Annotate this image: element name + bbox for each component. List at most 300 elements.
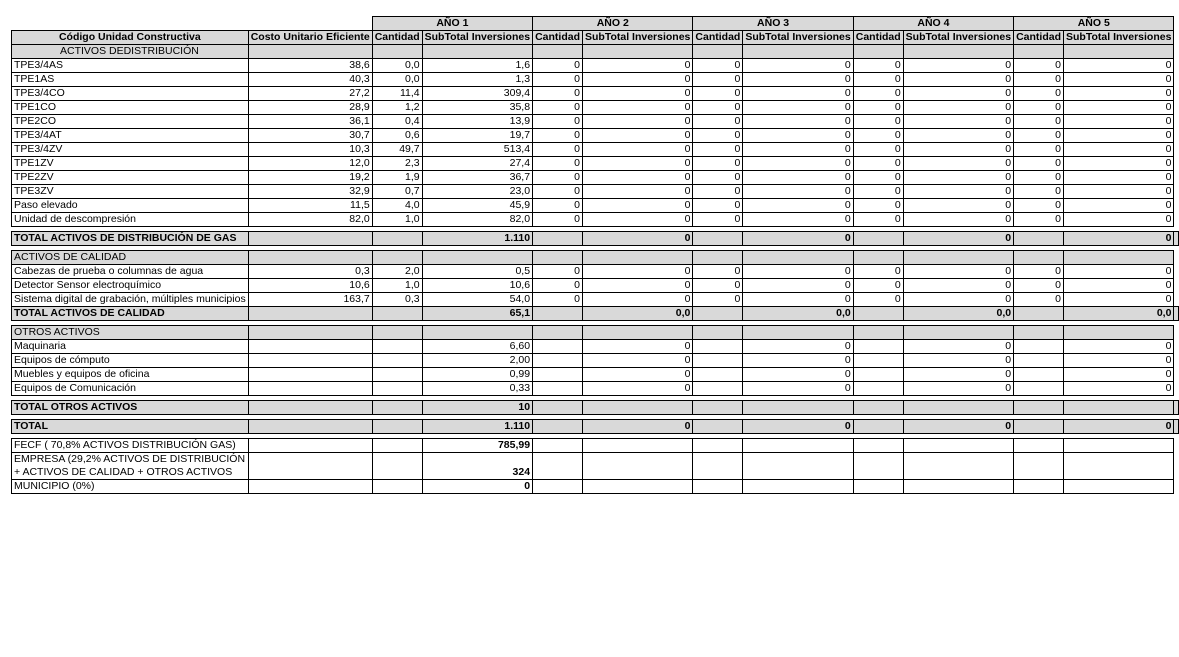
total-value: 0,0 [1064, 307, 1174, 321]
value-cell: 0 [903, 171, 1013, 185]
total-label: TOTAL [12, 420, 249, 434]
value-cell: 0 [693, 199, 743, 213]
value-cell: 0 [1014, 73, 1064, 87]
blank-cell [903, 453, 1013, 480]
blank-cell [1014, 420, 1064, 434]
value-cell: 0,33 [422, 382, 532, 396]
value-cell: 12,0 [248, 157, 372, 171]
value-cell: 0 [582, 157, 692, 171]
item-name: TPE3/4ZV [12, 143, 249, 157]
table-row [12, 199, 1179, 213]
value-cell: 28,9 [248, 101, 372, 115]
section-blank-cell [533, 45, 583, 59]
table-body [12, 45, 1179, 494]
value-cell: 0 [743, 157, 853, 171]
blank-cell [372, 368, 422, 382]
blank-cell [693, 439, 743, 453]
value-cell: 0 [693, 213, 743, 227]
value-cell: 0 [533, 185, 583, 199]
item-name: TPE1AS [12, 73, 249, 87]
blank-cell [1014, 232, 1064, 246]
value-cell: 0 [582, 115, 692, 129]
value-cell: 0 [853, 265, 903, 279]
value-cell: 11,5 [248, 199, 372, 213]
table-row [12, 171, 1179, 185]
blank-cell [533, 480, 583, 494]
value-cell: 0 [903, 143, 1013, 157]
value-cell: 0 [693, 279, 743, 293]
value-cell: 0 [533, 115, 583, 129]
blank-cell [693, 354, 743, 368]
subtotal-header: SubTotal Inversiones [1064, 31, 1174, 45]
year-3-header: AÑO 3 [693, 17, 853, 31]
value-cell: 0 [533, 265, 583, 279]
value-cell: 0 [1014, 87, 1064, 101]
value-cell: 0 [743, 129, 853, 143]
value-cell: 0 [743, 293, 853, 307]
value-cell: 0 [533, 279, 583, 293]
blank-cell [248, 420, 372, 434]
value-cell: 2,0 [372, 265, 422, 279]
cantidad-header: Cantidad [693, 31, 743, 45]
section-header-row [12, 251, 1179, 265]
split-row [12, 453, 1179, 480]
value-cell: 0 [533, 143, 583, 157]
blank-cell [1014, 439, 1064, 453]
item-name: Cabezas de prueba o columnas de agua [12, 265, 249, 279]
value-cell: 0 [693, 265, 743, 279]
subtotal-header: SubTotal Inversiones [582, 31, 692, 45]
blank-cell [853, 401, 903, 415]
section-title: ACTIVOS DEDISTRIBUCIÓN [12, 45, 249, 59]
total-value: 0 [582, 420, 692, 434]
value-cell: 0 [853, 157, 903, 171]
value-cell: 0 [1014, 213, 1064, 227]
value-cell: 4,0 [372, 199, 422, 213]
value-cell: 1,0 [372, 213, 422, 227]
blank-cell [693, 382, 743, 396]
value-cell: 0 [533, 157, 583, 171]
value-cell: 0 [903, 279, 1013, 293]
value-cell: 0 [743, 199, 853, 213]
total-label: TOTAL OTROS ACTIVOS [12, 401, 249, 415]
value-cell: 0 [853, 115, 903, 129]
total-row [12, 232, 1179, 246]
section-blank-cell [903, 45, 1013, 59]
value-cell: 2,3 [372, 157, 422, 171]
value-cell: 0 [533, 129, 583, 143]
value-cell: 0 [1064, 213, 1174, 227]
total-value: 0,0 [582, 307, 692, 321]
value-cell: 0 [1064, 382, 1174, 396]
value-cell: 45,9 [422, 199, 532, 213]
value-cell: 2,00 [422, 354, 532, 368]
value-cell: 0 [1064, 185, 1174, 199]
blank-cell [1014, 382, 1064, 396]
blank-cell [248, 382, 372, 396]
total-value: 0 [743, 232, 853, 246]
value-cell: 0 [1014, 185, 1064, 199]
blank-cell [582, 480, 692, 494]
value-cell: 0 [693, 185, 743, 199]
value-cell: 0 [903, 382, 1013, 396]
blank-cell [1174, 420, 1179, 434]
total-value: 0 [582, 232, 692, 246]
section-header-row [12, 326, 1179, 340]
blank-cell [693, 453, 743, 480]
section-blank-cell [693, 251, 743, 265]
column-header-row [12, 31, 1179, 45]
value-cell: 0 [582, 368, 692, 382]
blank-cell [743, 480, 853, 494]
value-cell: 0 [693, 157, 743, 171]
section-blank-cell [853, 326, 903, 340]
total-value: 0,0 [903, 307, 1013, 321]
value-cell: 0 [693, 73, 743, 87]
section-blank-cell [1014, 251, 1064, 265]
blank-cell [372, 354, 422, 368]
year-1-header: AÑO 1 [372, 17, 532, 31]
blank-cell [1014, 368, 1064, 382]
value-cell: 0 [903, 340, 1013, 354]
investment-table [11, 16, 1179, 494]
value-cell: 0 [1014, 143, 1064, 157]
value-cell: 0 [1064, 368, 1174, 382]
table-row [12, 73, 1179, 87]
blank-cell [372, 439, 422, 453]
section-blank-cell [743, 45, 853, 59]
blank-cell [533, 382, 583, 396]
blank-cell [853, 480, 903, 494]
blank-cell [1014, 354, 1064, 368]
value-cell: 0,7 [372, 185, 422, 199]
value-cell: 0 [1014, 199, 1064, 213]
value-cell: 0 [903, 185, 1013, 199]
section-blank-cell [853, 251, 903, 265]
value-cell: 32,9 [248, 185, 372, 199]
value-cell: 0 [853, 293, 903, 307]
blank-cell [853, 368, 903, 382]
blank-cell [248, 368, 372, 382]
value-cell: 0 [582, 265, 692, 279]
table-row [12, 101, 1179, 115]
blank-cell [853, 439, 903, 453]
blank-cell [1174, 401, 1179, 415]
value-cell: 0 [533, 213, 583, 227]
total-value: 0 [1064, 420, 1174, 434]
value-cell: 0 [853, 87, 903, 101]
value-cell: 0 [853, 279, 903, 293]
value-cell: 0 [533, 87, 583, 101]
blank-cell [372, 480, 422, 494]
value-cell: 0 [533, 59, 583, 73]
blank-cell [248, 401, 372, 415]
blank-cell [743, 453, 853, 480]
value-cell: 0 [853, 101, 903, 115]
value-cell: 0 [693, 87, 743, 101]
value-cell: 0 [903, 129, 1013, 143]
value-cell: 0 [853, 199, 903, 213]
item-name: TPE3/4CO [12, 87, 249, 101]
value-cell: 0 [582, 293, 692, 307]
value-cell: 82,0 [248, 213, 372, 227]
blank-cell [533, 453, 583, 480]
blank-cell [533, 340, 583, 354]
value-cell: 1,3 [422, 73, 532, 87]
cantidad-header: Cantidad [533, 31, 583, 45]
blank-cell [1064, 453, 1174, 480]
value-cell: 0 [1064, 73, 1174, 87]
section-title: ACTIVOS DE CALIDAD [12, 251, 249, 265]
total-value: 10 [422, 401, 532, 415]
blank-cell [853, 354, 903, 368]
total-row [12, 401, 1179, 415]
value-cell: 0 [1014, 115, 1064, 129]
table-row [12, 340, 1179, 354]
split-label: MUNICIPIO (0%) [12, 480, 249, 494]
value-cell: 0 [903, 115, 1013, 129]
value-cell: 0 [693, 171, 743, 185]
item-name: Equipos de cómputo [12, 354, 249, 368]
value-cell: 11,4 [372, 87, 422, 101]
blank-cell [693, 420, 743, 434]
value-cell: 163,7 [248, 293, 372, 307]
blank-cell [372, 340, 422, 354]
value-cell: 0 [743, 73, 853, 87]
item-name: TPE2ZV [12, 171, 249, 185]
table-row [12, 87, 1179, 101]
value-cell: 0 [903, 87, 1013, 101]
blank-cell [582, 439, 692, 453]
value-cell: 0 [903, 73, 1013, 87]
item-name: TPE1ZV [12, 157, 249, 171]
item-name: TPE3/4AS [12, 59, 249, 73]
value-cell: 0 [1014, 129, 1064, 143]
value-cell: 0 [1014, 171, 1064, 185]
value-cell: 0 [1064, 157, 1174, 171]
value-cell: 0 [1064, 293, 1174, 307]
value-cell: 0 [582, 143, 692, 157]
split-row [12, 480, 1179, 494]
blank-cell [582, 453, 692, 480]
value-cell: 0 [693, 101, 743, 115]
total-value: 0 [743, 420, 853, 434]
value-cell: 0 [903, 265, 1013, 279]
section-blank-cell [1014, 45, 1064, 59]
table-row [12, 213, 1179, 227]
value-cell: 0 [743, 87, 853, 101]
value-cell: 0 [903, 213, 1013, 227]
year-header-row [12, 17, 1179, 31]
value-cell: 0 [903, 354, 1013, 368]
value-cell: 0 [1064, 279, 1174, 293]
blank-cell [533, 420, 583, 434]
value-cell: 0 [1064, 59, 1174, 73]
value-cell: 49,7 [372, 143, 422, 157]
blank-cell [1174, 232, 1179, 246]
blank-cell [533, 354, 583, 368]
value-cell: 0 [1014, 265, 1064, 279]
value-cell: 0,4 [372, 115, 422, 129]
blank-cell [853, 307, 903, 321]
blank-cell [903, 480, 1013, 494]
total-value: 0 [903, 232, 1013, 246]
value-cell: 0 [582, 354, 692, 368]
value-cell: 0 [903, 199, 1013, 213]
value-cell: 0 [1064, 340, 1174, 354]
value-cell: 0 [1064, 265, 1174, 279]
section-blank-cell [1064, 45, 1174, 59]
section-blank-cell [422, 45, 532, 59]
value-cell: 0 [743, 354, 853, 368]
blank-cell [372, 382, 422, 396]
blank-cell [853, 340, 903, 354]
value-cell: 0 [1064, 171, 1174, 185]
section-title: OTROS ACTIVOS [12, 326, 249, 340]
value-cell: 0 [743, 185, 853, 199]
section-blank-cell [422, 326, 532, 340]
value-cell: 0 [853, 143, 903, 157]
blank-cell [693, 307, 743, 321]
value-cell: 0 [1014, 59, 1064, 73]
total-row [12, 307, 1179, 321]
item-name: Maquinaria [12, 340, 249, 354]
total-value [582, 401, 692, 415]
value-cell: 0 [903, 293, 1013, 307]
blank-cell [1014, 453, 1064, 480]
total-value: 1.110 [422, 232, 532, 246]
table-row [12, 143, 1179, 157]
value-cell: 0,3 [372, 293, 422, 307]
table-row [12, 185, 1179, 199]
blank-cell [372, 401, 422, 415]
total-value [1064, 401, 1174, 415]
table-row [12, 59, 1179, 73]
value-cell: 0 [533, 171, 583, 185]
total-value [903, 401, 1013, 415]
blank-cell [853, 232, 903, 246]
value-cell: 0 [582, 185, 692, 199]
item-name: Paso elevado [12, 199, 249, 213]
table-row [12, 129, 1179, 143]
section-blank-cell [693, 326, 743, 340]
blank-cell [1174, 307, 1179, 321]
blank-cell [372, 420, 422, 434]
blank-cell [693, 480, 743, 494]
value-cell: 0 [1064, 101, 1174, 115]
value-cell: 0 [743, 382, 853, 396]
item-name: Detector Sensor electroquímico [12, 279, 249, 293]
value-cell: 0,0 [372, 59, 422, 73]
value-cell: 0 [853, 129, 903, 143]
value-cell: 35,8 [422, 101, 532, 115]
value-cell: 0 [743, 171, 853, 185]
table-row [12, 279, 1179, 293]
value-cell: 0 [1064, 115, 1174, 129]
blank-cell [372, 232, 422, 246]
value-cell: 23,0 [422, 185, 532, 199]
section-blank-cell [1014, 326, 1064, 340]
subtotal-header: SubTotal Inversiones [422, 31, 532, 45]
total-value [743, 401, 853, 415]
value-cell: 0 [533, 101, 583, 115]
value-cell: 0 [853, 213, 903, 227]
cantidad-header: Cantidad [372, 31, 422, 45]
split-label: FECF ( 70,8% ACTIVOS DISTRIBUCIÓN GAS) [12, 439, 249, 453]
value-cell: 0 [743, 368, 853, 382]
value-cell: 13,9 [422, 115, 532, 129]
value-cell: 0 [582, 213, 692, 227]
section-blank-cell [582, 45, 692, 59]
blank-cell [1014, 307, 1064, 321]
value-cell: 0 [582, 129, 692, 143]
value-cell: 0,5 [422, 265, 532, 279]
split-label: EMPRESA (29,2% ACTIVOS DE DISTRIBUCIÓN + ACTIVOS DE CALIDAD + OTROS ACTIVOS [12, 453, 249, 480]
value-cell: 1,6 [422, 59, 532, 73]
subtotal-header: SubTotal Inversiones [743, 31, 853, 45]
value-cell: 27,4 [422, 157, 532, 171]
value-cell: 10,6 [422, 279, 532, 293]
section-blank-cell [582, 251, 692, 265]
blank-cell [853, 453, 903, 480]
value-cell: 0 [853, 171, 903, 185]
value-cell: 0,0 [372, 73, 422, 87]
value-cell: 0 [743, 213, 853, 227]
section-blank-cell [743, 326, 853, 340]
value-cell: 0 [533, 293, 583, 307]
value-cell: 38,6 [248, 59, 372, 73]
split-row [12, 439, 1179, 453]
total-label: TOTAL ACTIVOS DE CALIDAD [12, 307, 249, 321]
section-blank-cell [1064, 326, 1174, 340]
table-row [12, 354, 1179, 368]
table-row [12, 293, 1179, 307]
value-cell: 0 [743, 143, 853, 157]
total-value: 0,0 [743, 307, 853, 321]
blank-cell [248, 307, 372, 321]
section-header-row [12, 45, 1179, 59]
blank-cell [248, 232, 372, 246]
year-2-header: AÑO 2 [533, 17, 693, 31]
value-cell: 0 [743, 279, 853, 293]
value-cell: 0 [1064, 199, 1174, 213]
value-cell: 0 [743, 265, 853, 279]
blank-cell [372, 307, 422, 321]
total-value: 1.110 [422, 420, 532, 434]
year-5-header: AÑO 5 [1014, 17, 1174, 31]
value-cell: 0 [1064, 354, 1174, 368]
table-row [12, 265, 1179, 279]
value-cell: 36,1 [248, 115, 372, 129]
table-row [12, 368, 1179, 382]
section-blank-cell [853, 45, 903, 59]
value-cell: 27,2 [248, 87, 372, 101]
table-row [12, 115, 1179, 129]
corner-blank [12, 17, 373, 31]
value-cell: 0 [582, 73, 692, 87]
value-cell: 0 [1064, 143, 1174, 157]
value-cell: 82,0 [422, 213, 532, 227]
section-blank-cell [248, 326, 372, 340]
value-cell: 0 [582, 59, 692, 73]
blank-cell [533, 368, 583, 382]
blank-cell [533, 439, 583, 453]
total-row [12, 420, 1179, 434]
value-cell: 0 [693, 293, 743, 307]
value-cell: 0 [582, 340, 692, 354]
item-name: TPE1CO [12, 101, 249, 115]
value-cell: 0 [582, 199, 692, 213]
